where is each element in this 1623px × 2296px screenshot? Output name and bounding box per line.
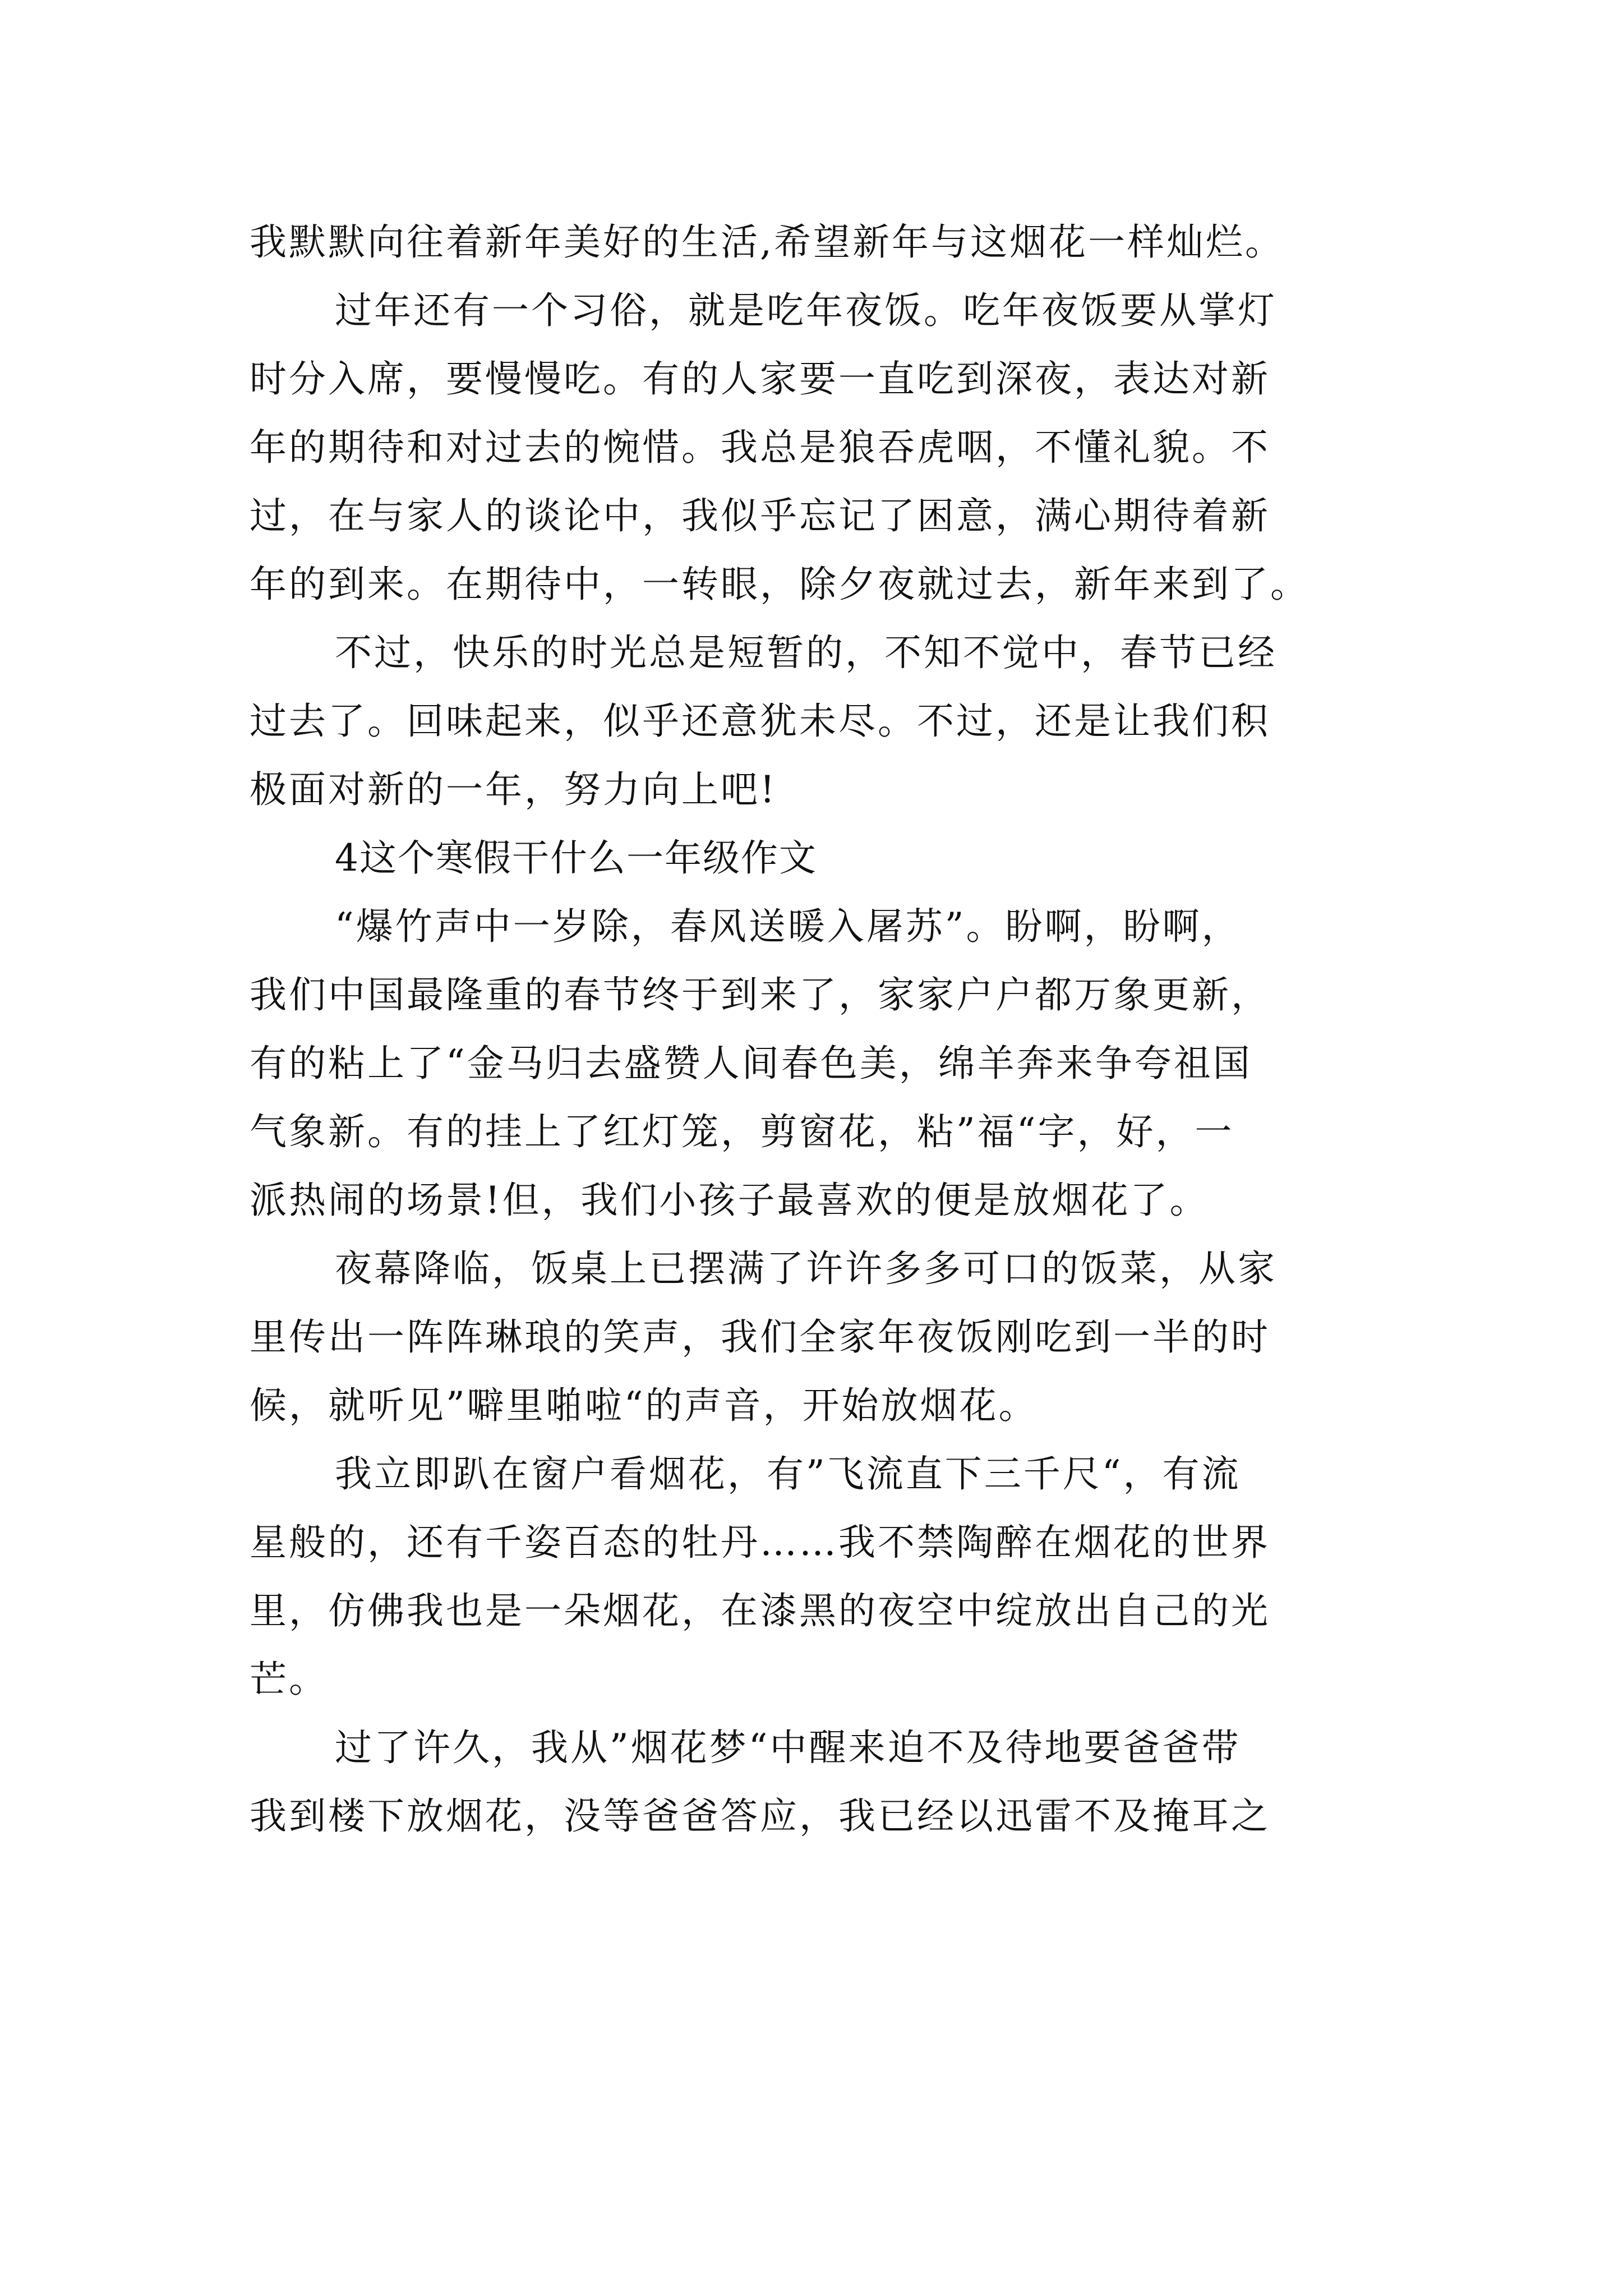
paragraph-first-line: 我立即趴在窗户看烟花，有”飞流直下三千尺“，有流 — [335, 1452, 1241, 1496]
text-line: 气象新。有的挂上了红灯笼，剪窗花，粘”福“字，好，一 — [250, 1110, 1234, 1153]
text-line: 有的粘上了“金马归去盛赞人间春色美，绵羊奔来争夸祖国 — [250, 1042, 1252, 1085]
text-line: 候，就听见”噼里啪啦“的声音，开始放烟花。 — [250, 1384, 1038, 1427]
paragraph-first-line: 夜幕降临，饭桌上已摆满了许许多多可口的饭菜，从家 — [335, 1247, 1277, 1290]
text-line: 过去了。回味起来，似乎还意犹未尽。不过，还是让我们积 — [250, 700, 1270, 743]
text-line: 派热闹的场景!但，我们小孩子最喜欢的便是放烟花了。 — [250, 1179, 1209, 1222]
paragraph-first-line: 过年还有一个习俗，就是吃年夜饭。吃年夜饭要从掌灯 — [335, 289, 1277, 332]
text-line: 我到楼下放烟花，没等爸爸答应，我已经以迅雷不及掩耳之 — [250, 1795, 1270, 1838]
text-line: 芒。 — [250, 1658, 328, 1701]
text-line: 过，在与家人的谈论中，我似乎忘记了困意，满心期待着新 — [250, 494, 1270, 537]
text-line: 我们中国最隆重的春节终于到来了，家家户户都万象更新， — [250, 973, 1270, 1016]
text-line: 年的期待和对过去的惋惜。我总是狼吞虎咽，不懂礼貌。不 — [250, 426, 1270, 469]
paragraph-first-line: 过了许久，我从”烟花梦“中醒来迫不及待地要爸爸带 — [335, 1726, 1241, 1769]
text-line: 里，仿佛我也是一朵烟花，在漆黑的夜空中绽放出自己的光 — [250, 1589, 1270, 1632]
text-line: 时分入席，要慢慢吃。有的人家要一直吃到深夜，表达对新 — [250, 357, 1270, 401]
text-line: 年的到来。在期待中，一转眼，除夕夜就过去，新年来到了。 — [250, 563, 1310, 606]
paragraph-first-line: 不过，快乐的时光总是短暂的，不知不觉中，春节已经 — [335, 631, 1277, 674]
text-line: 里传出一阵阵琳琅的笑声，我们全家年夜饭刚吃到一半的时 — [250, 1315, 1270, 1359]
paragraph-first-line: “爆竹声中一岁除，春风送暖入屠苏”。盼啊，盼啊， — [335, 905, 1241, 948]
text-line: 我默默向往着新年美好的生活,希望新年与这烟花一样灿烂。 — [250, 220, 1284, 264]
text-line: 极面对新的一年，努力向上吧! — [250, 768, 777, 811]
text-line: 星般的，还有千姿百态的牡丹……我不禁陶醉在烟花的世界 — [250, 1521, 1270, 1564]
section-heading: 4这个寒假干什么一年级作文 — [335, 836, 817, 880]
